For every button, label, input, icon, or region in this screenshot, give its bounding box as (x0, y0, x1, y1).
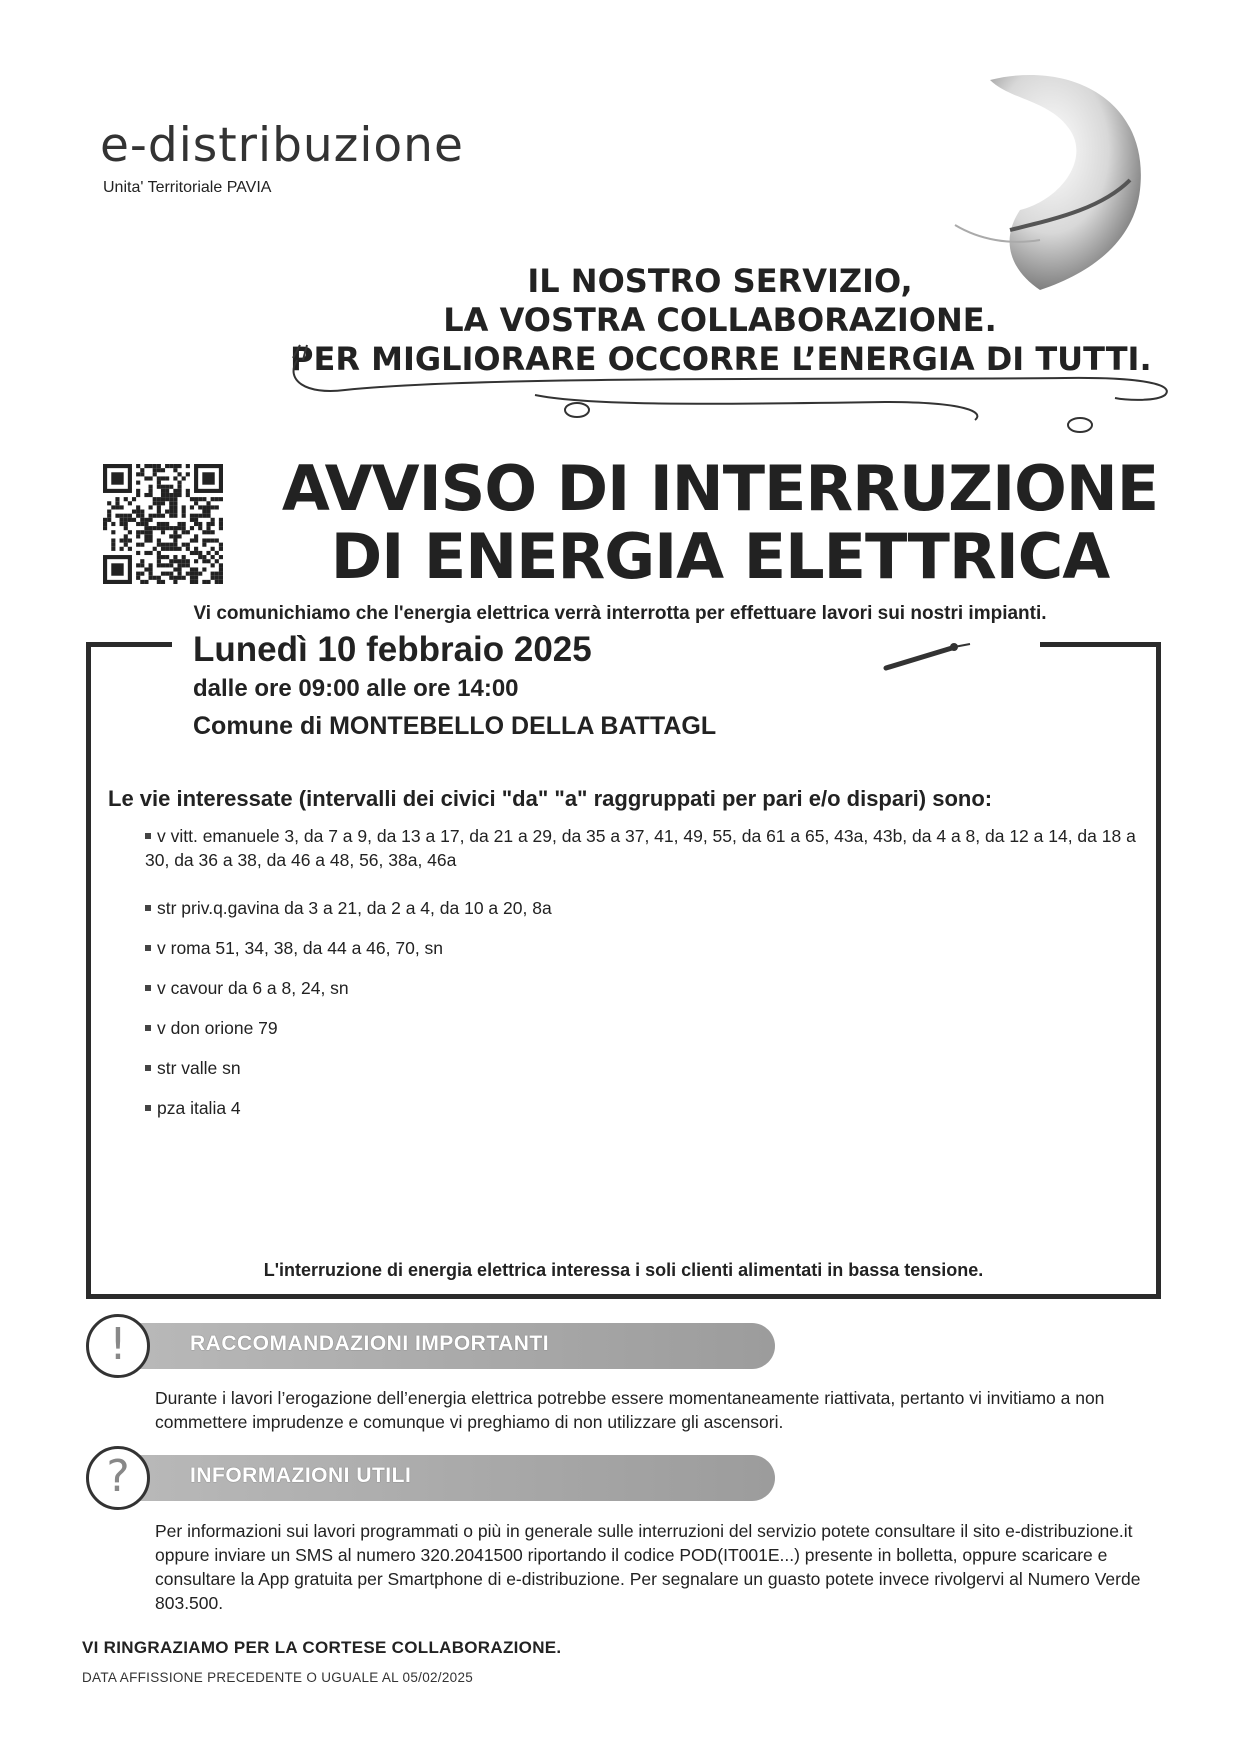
municipality: Comune di MONTEBELLO DELLA BATTAGL (193, 712, 717, 740)
interruption-date: Lunedì 10 febbraio 2025 (193, 630, 592, 669)
recommendations-heading: RACCOMANDAZIONI IMPORTANTI (190, 1332, 550, 1355)
pen-icon (882, 638, 972, 674)
title-line-2: DI ENERGIA ELETTRICA (330, 520, 1110, 593)
notice-title (240, 452, 1200, 593)
thanks-text: VI RINGRAZIAMO PER LA CORTESE COLLABORAZIONE. (82, 1638, 562, 1657)
list-item: v cavour da 6 a 8, 24, sn (145, 976, 1145, 1000)
frame-top-left (86, 642, 172, 647)
info-text: Per informazioni sui lavori programmati o più in generale sulle interruzioni del servizio potete consultare il sito e-distribuzione.it oppure inviare un SMS al numero 320.2041500 riportando il codice POD(IT001E...) presente in bolletta, oppure scaricare e consultare la App gratuita per Smartphone di e-distribuzione. Per segnalare un guasto potete invece rivolgervi al Numero Verde 803.500. (155, 1521, 1141, 1613)
streets-heading: Le vie interessate (intervalli dei civici "da" "a" raggruppati per pari e/o dispari) sono: (108, 786, 993, 811)
slogan-line-2: LA VOSTRA COLLABORAZIONE. (443, 301, 997, 339)
exclamation-icon: ! (86, 1314, 150, 1378)
bullet-icon (145, 1065, 151, 1071)
bullet-icon (145, 945, 151, 951)
bullet-icon (145, 905, 151, 911)
posting-date: DATA AFFISSIONE PRECEDENTE O UGUALE AL 05/02/2025 (82, 1670, 474, 1685)
bullet-icon (145, 833, 151, 839)
intro-text: Vi comunichiamo che l'energia elettrica verrà interrotta per effettuare lavori sui nostri impianti. (193, 603, 1047, 624)
info-band (120, 1455, 775, 1501)
info-heading: INFORMAZIONI UTILI (190, 1464, 412, 1487)
low-tension-note: L'interruzione di energia elettrica interessa i soli clienti alimentati in bassa tensione. (263, 1260, 984, 1280)
title-line-1: AVVISO DI INTERRUZIONE (281, 452, 1159, 525)
list-item: str valle sn (145, 1056, 1145, 1080)
question-icon: ? (86, 1446, 150, 1510)
list-item: str priv.q.gavina da 3 a 21, da 2 a 4, da 10 a 20, 8a (145, 896, 1145, 920)
recommendations-text: Durante i lavori l’erogazione dell’energia elettrica potrebbe essere momentaneamente riattivata, pertanto vi invitiamo a non commettere imprudenze e comunque vi preghiamo di non utilizzare gli ascensori. (155, 1388, 1105, 1432)
interruption-hours: dalle ore 09:00 alle ore 14:00 (193, 675, 519, 702)
bullet-icon (145, 985, 151, 991)
qr-code (103, 462, 223, 586)
company-logo: e-distribuzione (100, 118, 464, 173)
slogan-line-3: PER MIGLIORARE OCCORRE L’ENERGIA DI TUTTI. (290, 340, 1152, 378)
territorial-unit: Unita' Territoriale PAVIA (103, 179, 272, 196)
list-item: pza italia 4 (145, 1096, 1145, 1120)
list-item: v roma 51, 34, 38, da 44 a 46, 70, sn (145, 936, 1145, 960)
slogan-line-1: IL NOSTRO SERVIZIO, (527, 262, 913, 300)
bullet-icon (145, 1025, 151, 1031)
list-item: v don orione 79 (145, 1016, 1145, 1040)
plug-cable-graphic (285, 340, 1185, 440)
list-item: v vitt. emanuele 3, da 7 a 9, da 13 a 17, da 21 a 29, da 35 a 37, 41, 49, 55, da 61 a 65, 43a, 43b, da 4 a 8, da 12 a 14, da 18 a 30, da 36 a 38, da 46 a 48, 56, 38a, 46a (145, 825, 1136, 870)
frame-top-right (1040, 642, 1161, 647)
bullet-icon (145, 1105, 151, 1111)
recommendations-band (120, 1323, 775, 1369)
